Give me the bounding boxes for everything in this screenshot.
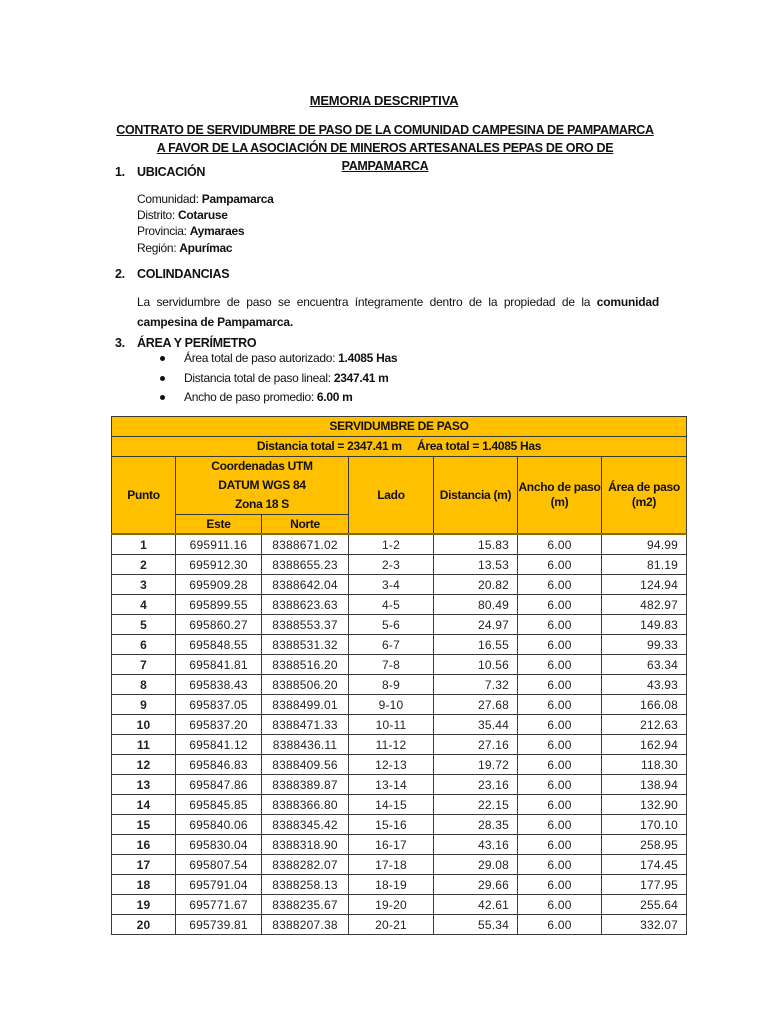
cell-este: 695845.85 [176, 795, 262, 815]
colindancias-paragraph [137, 292, 659, 332]
cell-norte: 8388389.87 [262, 775, 349, 795]
cell-este: 695791.04 [176, 875, 262, 895]
page-subtitle: CONTRATO DE SERVIDUMBRE DE PASO DE LA COMUNIDAD CAMPESINA DE PAMPAMARCA A FAVOR DE LA ASOCIACIÓN DE MINEROS ARTESANALES PEPAS DE ORO DE PAMPAMARCA [116, 123, 654, 173]
bullet-item [160, 390, 397, 410]
table-row [112, 795, 687, 815]
cell-area: 43.93 [602, 675, 687, 695]
table-row [112, 735, 687, 755]
cell-ancho: 6.00 [518, 575, 602, 595]
column-header-area: Área de paso (m2) [602, 457, 687, 535]
table-title: SERVIDUMBRE DE PASO [112, 417, 687, 437]
field-value: Cotaruse [178, 208, 228, 222]
area-bullet-list [160, 351, 397, 410]
cell-punto: 5 [112, 615, 176, 635]
cell-este: 695807.54 [176, 855, 262, 875]
paragraph-bold-text: comunidad campesina de Pampamarca. [137, 295, 659, 329]
cell-este: 695739.81 [176, 915, 262, 935]
cell-lado: 17-18 [349, 855, 434, 875]
cell-punto: 17 [112, 855, 176, 875]
cell-punto: 10 [112, 715, 176, 735]
cell-ancho: 6.00 [518, 715, 602, 735]
table-row [112, 775, 687, 795]
cell-norte: 8388282.07 [262, 855, 349, 875]
cell-area: 132.90 [602, 795, 687, 815]
cell-area: 166.08 [602, 695, 687, 715]
cell-este: 695771.67 [176, 895, 262, 915]
table-row [112, 755, 687, 775]
table-row [112, 835, 687, 855]
bullet-value: 2347.41 m [333, 370, 389, 385]
cell-norte: 8388553.37 [262, 615, 349, 635]
column-header-norte: Norte [262, 515, 349, 535]
cell-lado: 18-19 [349, 875, 434, 895]
cell-punto: 20 [112, 915, 176, 935]
cell-distancia: 16.55 [434, 635, 518, 655]
section-heading-ubicacion [115, 165, 205, 179]
cell-area: 177.95 [602, 875, 687, 895]
table-row [112, 635, 687, 655]
section-title: ÁREA Y PERÍMETRO [137, 336, 257, 350]
cell-punto: 6 [112, 635, 176, 655]
cell-area: 162.94 [602, 735, 687, 755]
table-row [112, 895, 687, 915]
cell-este: 695848.55 [176, 635, 262, 655]
cell-este: 695841.81 [176, 655, 262, 675]
cell-norte: 8388345.42 [262, 815, 349, 835]
cell-area: 63.34 [602, 655, 687, 675]
cell-norte: 8388258.13 [262, 875, 349, 895]
cell-area: 124.94 [602, 575, 687, 595]
cell-area: 149.83 [602, 615, 687, 635]
cell-lado: 3-4 [349, 575, 434, 595]
section-heading-colindancias [115, 267, 229, 281]
cell-este: 695912.30 [176, 555, 262, 575]
column-header-lado: Lado [349, 457, 434, 535]
coord-header-line: Zona 18 S [235, 497, 289, 511]
cell-este: 695846.83 [176, 755, 262, 775]
field-value: Aymaraes [189, 224, 245, 238]
table-row [112, 655, 687, 675]
cell-ancho: 6.00 [518, 755, 602, 775]
cell-distancia: 29.08 [434, 855, 518, 875]
bullet-label: Distancia total de paso lineal: [184, 370, 334, 385]
table-row [112, 815, 687, 835]
cell-ancho: 6.00 [518, 815, 602, 835]
cell-norte: 8388235.67 [262, 895, 349, 915]
cell-lado: 13-14 [349, 775, 434, 795]
table-totals: Distancia total = 2347.41 m Área total = 1.4085 Has [112, 437, 687, 457]
cell-punto: 16 [112, 835, 176, 855]
table-row [112, 715, 687, 735]
cell-norte: 8388471.33 [262, 715, 349, 735]
cell-ancho: 6.00 [518, 534, 602, 555]
cell-distancia: 42.61 [434, 895, 518, 915]
field-distrito [137, 208, 228, 222]
column-header-punto: Punto [112, 457, 176, 535]
page-title: MEMORIA DESCRIPTIVA [309, 93, 459, 108]
cell-este: 695909.28 [176, 575, 262, 595]
bullet-value: 1.4085 Has [338, 351, 398, 365]
cell-ancho: 6.00 [518, 795, 602, 815]
bullet-value: 6.00 m [316, 390, 353, 404]
bullet-item [160, 371, 397, 391]
field-label: Provincia: [137, 224, 190, 238]
cell-lado: 2-3 [349, 555, 434, 575]
cell-ancho: 6.00 [518, 695, 602, 715]
section-title: COLINDANCIAS [137, 267, 230, 281]
cell-punto: 7 [112, 655, 176, 675]
cell-este: 695837.05 [176, 695, 262, 715]
cell-norte: 8388207.38 [262, 915, 349, 935]
column-header-este: Este [176, 515, 262, 535]
cell-este: 695847.86 [176, 775, 262, 795]
cell-distancia: 22.15 [434, 795, 518, 815]
cell-norte: 8388655.23 [262, 555, 349, 575]
cell-distancia: 7.32 [434, 675, 518, 695]
table-body [112, 534, 687, 935]
cell-distancia: 80.49 [434, 595, 518, 615]
bullet-label: Área total de paso autorizado: [184, 351, 339, 365]
field-label: Comunidad: [137, 192, 202, 206]
table-row [112, 875, 687, 895]
cell-area: 258.95 [602, 835, 687, 855]
cell-punto: 13 [112, 775, 176, 795]
cell-lado: 5-6 [349, 615, 434, 635]
cell-ancho: 6.00 [518, 735, 602, 755]
section-number: 2. [115, 267, 125, 281]
cell-ancho: 6.00 [518, 855, 602, 875]
cell-lado: 19-20 [349, 895, 434, 915]
field-value: Pampamarca [201, 192, 274, 206]
cell-ancho: 6.00 [518, 635, 602, 655]
bullet-label: Ancho de paso promedio: [184, 390, 317, 404]
cell-ancho: 6.00 [518, 915, 602, 935]
cell-area: 332.07 [602, 915, 687, 935]
cell-distancia: 20.82 [434, 575, 518, 595]
cell-punto: 3 [112, 575, 176, 595]
cell-area: 99.33 [602, 635, 687, 655]
cell-este: 695841.12 [176, 735, 262, 755]
table-row [112, 915, 687, 935]
cell-norte: 8388531.32 [262, 635, 349, 655]
cell-norte: 8388318.90 [262, 835, 349, 855]
cell-ancho: 6.00 [518, 595, 602, 615]
cell-distancia: 13.53 [434, 555, 518, 575]
cell-distancia: 35.44 [434, 715, 518, 735]
cell-punto: 4 [112, 595, 176, 615]
cell-punto: 9 [112, 695, 176, 715]
field-region [137, 241, 232, 255]
cell-ancho: 6.00 [518, 895, 602, 915]
cell-area: 212.63 [602, 715, 687, 735]
table-row [112, 575, 687, 595]
cell-distancia: 55.34 [434, 915, 518, 935]
cell-area: 255.64 [602, 895, 687, 915]
cell-ancho: 6.00 [518, 775, 602, 795]
cell-ancho: 6.00 [518, 675, 602, 695]
cell-lado: 11-12 [349, 735, 434, 755]
cell-lado: 6-7 [349, 635, 434, 655]
cell-punto: 2 [112, 555, 176, 575]
cell-punto: 15 [112, 815, 176, 835]
cell-distancia: 23.16 [434, 775, 518, 795]
cell-ancho: 6.00 [518, 655, 602, 675]
cell-area: 138.94 [602, 775, 687, 795]
cell-area: 482.97 [602, 595, 687, 615]
cell-punto: 11 [112, 735, 176, 755]
coord-header-line: DATUM WGS 84 [218, 478, 306, 492]
cell-area: 94.99 [602, 534, 687, 555]
cell-area: 118.30 [602, 755, 687, 775]
cell-este: 695830.04 [176, 835, 262, 855]
cell-lado: 12-13 [349, 755, 434, 775]
cell-distancia: 10.56 [434, 655, 518, 675]
field-label: Región: [137, 241, 180, 255]
cell-lado: 8-9 [349, 675, 434, 695]
table-row [112, 675, 687, 695]
cell-norte: 8388516.20 [262, 655, 349, 675]
paragraph-text: La servidumbre de paso se encuentra íntegramente dentro de la propiedad de la [137, 295, 597, 309]
cell-punto: 14 [112, 795, 176, 815]
cell-este: 695899.55 [176, 595, 262, 615]
section-number: 1. [115, 165, 125, 179]
cell-norte: 8388499.01 [262, 695, 349, 715]
section-number: 3. [115, 336, 125, 350]
cell-punto: 12 [112, 755, 176, 775]
field-provincia [137, 224, 244, 238]
cell-area: 174.45 [602, 855, 687, 875]
cell-norte: 8388366.80 [262, 795, 349, 815]
bullet-item [160, 351, 397, 371]
cell-lado: 7-8 [349, 655, 434, 675]
servidumbre-table [111, 416, 687, 935]
cell-distancia: 19.72 [434, 755, 518, 775]
cell-lado: 10-11 [349, 715, 434, 735]
cell-distancia: 29.66 [434, 875, 518, 895]
cell-este: 695860.27 [176, 615, 262, 635]
section-title: UBICACIÓN [137, 165, 206, 179]
cell-norte: 8388436.11 [262, 735, 349, 755]
cell-punto: 8 [112, 675, 176, 695]
cell-distancia: 43.16 [434, 835, 518, 855]
cell-punto: 19 [112, 895, 176, 915]
cell-este: 695837.20 [176, 715, 262, 735]
table-row [112, 855, 687, 875]
cell-este: 695838.43 [176, 675, 262, 695]
cell-lado: 16-17 [349, 835, 434, 855]
cell-lado: 4-5 [349, 595, 434, 615]
table-row [112, 555, 687, 575]
table-row [112, 595, 687, 615]
cell-este: 695840.06 [176, 815, 262, 835]
column-header-distancia: Distancia (m) [434, 457, 518, 535]
cell-lado: 14-15 [349, 795, 434, 815]
cell-lado: 1-2 [349, 534, 434, 555]
cell-ancho: 6.00 [518, 875, 602, 895]
cell-lado: 15-16 [349, 815, 434, 835]
cell-area: 170.10 [602, 815, 687, 835]
cell-distancia: 28.35 [434, 815, 518, 835]
cell-ancho: 6.00 [518, 615, 602, 635]
cell-ancho: 6.00 [518, 555, 602, 575]
column-header-coordenadas [176, 457, 349, 515]
cell-distancia: 27.16 [434, 735, 518, 755]
cell-norte: 8388409.56 [262, 755, 349, 775]
cell-distancia: 15.83 [434, 534, 518, 555]
section-heading-area [115, 336, 256, 350]
cell-punto: 18 [112, 875, 176, 895]
field-comunidad [137, 192, 273, 206]
cell-punto: 1 [112, 534, 176, 555]
cell-distancia: 27.68 [434, 695, 518, 715]
cell-norte: 8388671.02 [262, 534, 349, 555]
table-row [112, 615, 687, 635]
table-row [112, 695, 687, 715]
cell-este: 695911.16 [176, 534, 262, 555]
cell-ancho: 6.00 [518, 835, 602, 855]
cell-norte: 8388642.04 [262, 575, 349, 595]
cell-norte: 8388506.20 [262, 675, 349, 695]
field-label: Distrito: [137, 208, 179, 222]
cell-norte: 8388623.63 [262, 595, 349, 615]
cell-distancia: 24.97 [434, 615, 518, 635]
column-header-ancho: Ancho de paso (m) [518, 457, 602, 535]
cell-area: 81.19 [602, 555, 687, 575]
coord-header-line: Coordenadas UTM [211, 459, 313, 473]
table-row [112, 534, 687, 555]
cell-lado: 9-10 [349, 695, 434, 715]
cell-lado: 20-21 [349, 915, 434, 935]
field-value: Apurímac [179, 241, 233, 255]
